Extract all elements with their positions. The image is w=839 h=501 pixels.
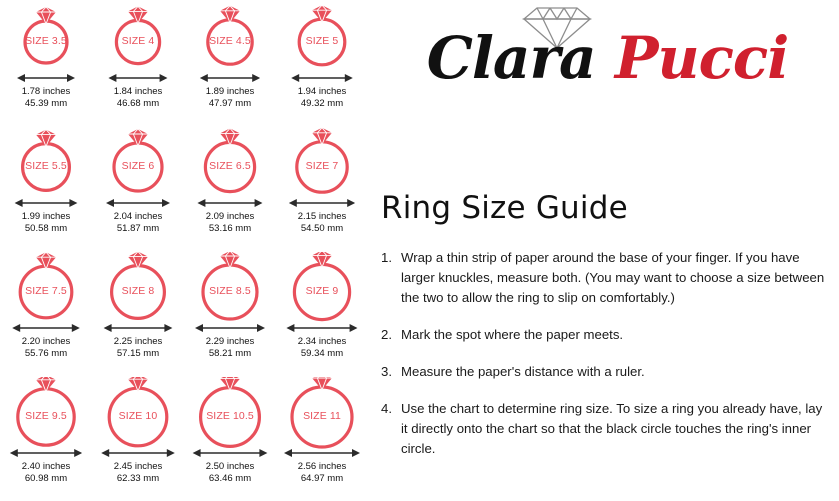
diameter-arrow — [184, 72, 276, 84]
ring-measurement — [0, 211, 92, 234]
ring-size-label: SIZE 4 — [121, 35, 155, 47]
measurement-inches: 2.15 inches — [297, 211, 347, 222]
ring-size-label: SIZE 10 — [118, 410, 158, 422]
ring-measurement — [276, 211, 368, 234]
double-arrow-icon — [289, 197, 355, 209]
ring-measurement — [184, 336, 276, 359]
measurement-inches: 2.29 inches — [205, 336, 255, 347]
guide-step-text: Mark the spot where the paper meets. — [401, 327, 624, 342]
measurement-mm: 49.32 mm — [300, 97, 344, 109]
ring-measurement — [92, 461, 184, 484]
diameter-arrow — [184, 447, 276, 459]
diameter-arrow — [276, 197, 368, 209]
measurement-mm: 55.76 mm — [24, 347, 68, 359]
page-title: Ring Size Guide — [381, 190, 628, 226]
measurement-inches: 2.09 inches — [205, 211, 255, 222]
diameter-arrow — [92, 322, 184, 334]
double-arrow-icon — [108, 72, 167, 84]
ring-size-chart — [0, 0, 368, 501]
diameter-arrow — [276, 72, 368, 84]
measurement-inches: 1.99 inches — [21, 211, 71, 222]
guide-step-number: 3. — [381, 364, 392, 379]
diameter-arrow — [184, 197, 276, 209]
measurement-mm: 47.97 mm — [208, 97, 252, 109]
ring-illustration — [276, 375, 368, 449]
measurement-inches: 1.94 inches — [297, 86, 347, 97]
ring-illustration — [276, 250, 368, 324]
ring-size-cell — [0, 375, 92, 500]
ring-measurement — [0, 336, 92, 359]
measurement-inches: 1.78 inches — [21, 86, 71, 97]
ring-measurement — [276, 336, 368, 359]
ring-illustration — [0, 125, 92, 199]
double-arrow-icon — [286, 322, 357, 334]
ring-size-cell — [184, 250, 276, 375]
ring-illustration — [92, 0, 184, 74]
ring-size-label: SIZE 9.5 — [25, 410, 67, 422]
measurement-mm: 46.68 mm — [116, 97, 160, 109]
double-arrow-icon — [193, 447, 268, 459]
ring-measurement — [276, 86, 368, 109]
measurement-mm: 59.34 mm — [300, 347, 344, 359]
measurement-inches: 2.50 inches — [205, 461, 255, 472]
ring-illustration — [92, 375, 184, 449]
ring-size-label: SIZE 7.5 — [25, 285, 67, 297]
double-arrow-icon — [17, 72, 75, 84]
ring-illustration — [184, 375, 276, 449]
guide-step-number: 4. — [381, 401, 392, 416]
guide-step — [381, 248, 831, 308]
ring-size-cell — [92, 250, 184, 375]
ring-size-label: SIZE 8.5 — [209, 285, 251, 297]
ring-size-cell — [276, 250, 368, 375]
diameter-arrow — [276, 447, 368, 459]
measurement-mm: 63.46 mm — [208, 472, 252, 484]
ring-size-cell — [184, 0, 276, 125]
measurement-inches: 1.84 inches — [113, 86, 163, 97]
double-arrow-icon — [10, 447, 82, 459]
measurement-mm: 58.21 mm — [208, 347, 252, 359]
guide-step-text: Measure the paper's distance with a ruler. — [401, 364, 645, 379]
double-arrow-icon — [291, 72, 353, 84]
double-arrow-icon — [12, 322, 80, 334]
measurement-mm: 54.50 mm — [300, 222, 344, 234]
diameter-arrow — [92, 447, 184, 459]
ring-size-label: SIZE 9 — [305, 285, 339, 297]
diameter-arrow — [276, 322, 368, 334]
ring-size-cell — [184, 375, 276, 500]
ring-measurement — [92, 86, 184, 109]
double-arrow-icon — [284, 447, 360, 459]
guide-step-number: 2. — [381, 327, 392, 342]
measurement-mm: 51.87 mm — [116, 222, 160, 234]
ring-size-cell — [276, 0, 368, 125]
ring-size-cell — [0, 250, 92, 375]
ring-illustration — [184, 125, 276, 199]
guide-step-number: 1. — [381, 250, 392, 265]
guide-section — [381, 190, 831, 476]
double-arrow-icon — [106, 197, 170, 209]
measurement-mm: 57.15 mm — [116, 347, 160, 359]
ring-measurement — [184, 461, 276, 484]
measurement-inches: 2.20 inches — [21, 336, 71, 347]
ring-illustration — [0, 375, 92, 449]
diameter-arrow — [0, 72, 92, 84]
ring-illustration — [276, 125, 368, 199]
double-arrow-icon — [200, 72, 260, 84]
double-arrow-icon — [15, 197, 78, 209]
ring-size-cell — [276, 375, 368, 500]
brand-logo — [380, 2, 835, 117]
double-arrow-icon — [197, 197, 262, 209]
ring-size-label: SIZE 5.5 — [25, 160, 67, 172]
ring-size-cell — [92, 125, 184, 250]
diameter-arrow — [184, 322, 276, 334]
measurement-inches: 2.34 inches — [297, 336, 347, 347]
brand-name-second: Pucci — [614, 24, 789, 92]
ring-size-label: SIZE 3.5 — [25, 35, 67, 47]
ring-size-cell — [276, 125, 368, 250]
diameter-arrow — [92, 72, 184, 84]
measurement-mm: 64.97 mm — [300, 472, 344, 484]
guide-step — [381, 399, 831, 459]
measurement-inches: 2.25 inches — [113, 336, 163, 347]
guide-step-text: Wrap a thin strip of paper around the base of your finger. If you have larger knuckles, measure both. (You may want to choose a size between the two to allow the ring to slip on comfortably.) — [401, 250, 825, 305]
measurement-mm: 53.16 mm — [208, 222, 252, 234]
measurement-mm: 50.58 mm — [24, 222, 68, 234]
ring-measurement — [92, 211, 184, 234]
ring-size-label: SIZE 11 — [303, 410, 341, 422]
ring-measurement — [0, 461, 92, 484]
measurement-mm: 62.33 mm — [116, 472, 160, 484]
ring-illustration — [184, 0, 276, 74]
ring-illustration — [0, 0, 92, 74]
guide-step — [381, 362, 831, 382]
ring-size-cell — [184, 125, 276, 250]
ring-illustration — [276, 0, 368, 74]
ring-size-label: SIZE 6 — [121, 160, 155, 172]
ring-illustration — [184, 250, 276, 324]
ring-size-label: SIZE 7 — [305, 160, 339, 172]
ring-illustration — [92, 250, 184, 324]
measurement-inches: 2.45 inches — [113, 461, 163, 472]
ring-size-label: SIZE 6.5 — [209, 160, 251, 172]
ring-size-cell — [92, 0, 184, 125]
ring-measurement — [184, 211, 276, 234]
ring-size-cell — [92, 375, 184, 500]
double-arrow-icon — [195, 322, 265, 334]
ring-illustration — [0, 250, 92, 324]
measurement-mm: 60.98 mm — [24, 472, 68, 484]
brand-name-first: Clara — [426, 24, 596, 92]
ring-size-cell — [0, 125, 92, 250]
measurement-inches: 2.56 inches — [297, 461, 347, 472]
ring-size-label: SIZE 10.5 — [206, 410, 254, 422]
ring-measurement — [92, 336, 184, 359]
guide-steps — [381, 248, 831, 459]
ring-size-label: SIZE 4.5 — [209, 35, 251, 47]
ring-size-label: SIZE 5 — [305, 35, 339, 47]
guide-step-text: Use the chart to determine ring size. To size a ring you already have, lay it directly onto the chart so that the black circle touches the ring's inner circle. — [401, 401, 823, 456]
ring-size-label: SIZE 8 — [121, 285, 155, 297]
measurement-mm: 45.39 mm — [24, 97, 68, 109]
diameter-arrow — [0, 447, 92, 459]
diameter-arrow — [0, 322, 92, 334]
ring-size-cell — [0, 0, 92, 125]
measurement-inches: 1.89 inches — [205, 86, 255, 97]
diameter-arrow — [92, 197, 184, 209]
measurement-inches: 2.04 inches — [113, 211, 163, 222]
brand-wordmark — [380, 24, 835, 92]
double-arrow-icon — [101, 447, 175, 459]
guide-step — [381, 325, 831, 345]
ring-measurement — [184, 86, 276, 109]
double-arrow-icon — [104, 322, 173, 334]
measurement-inches: 2.40 inches — [21, 461, 71, 472]
ring-measurement — [0, 86, 92, 109]
ring-illustration — [92, 125, 184, 199]
ring-measurement — [276, 461, 368, 484]
diameter-arrow — [0, 197, 92, 209]
